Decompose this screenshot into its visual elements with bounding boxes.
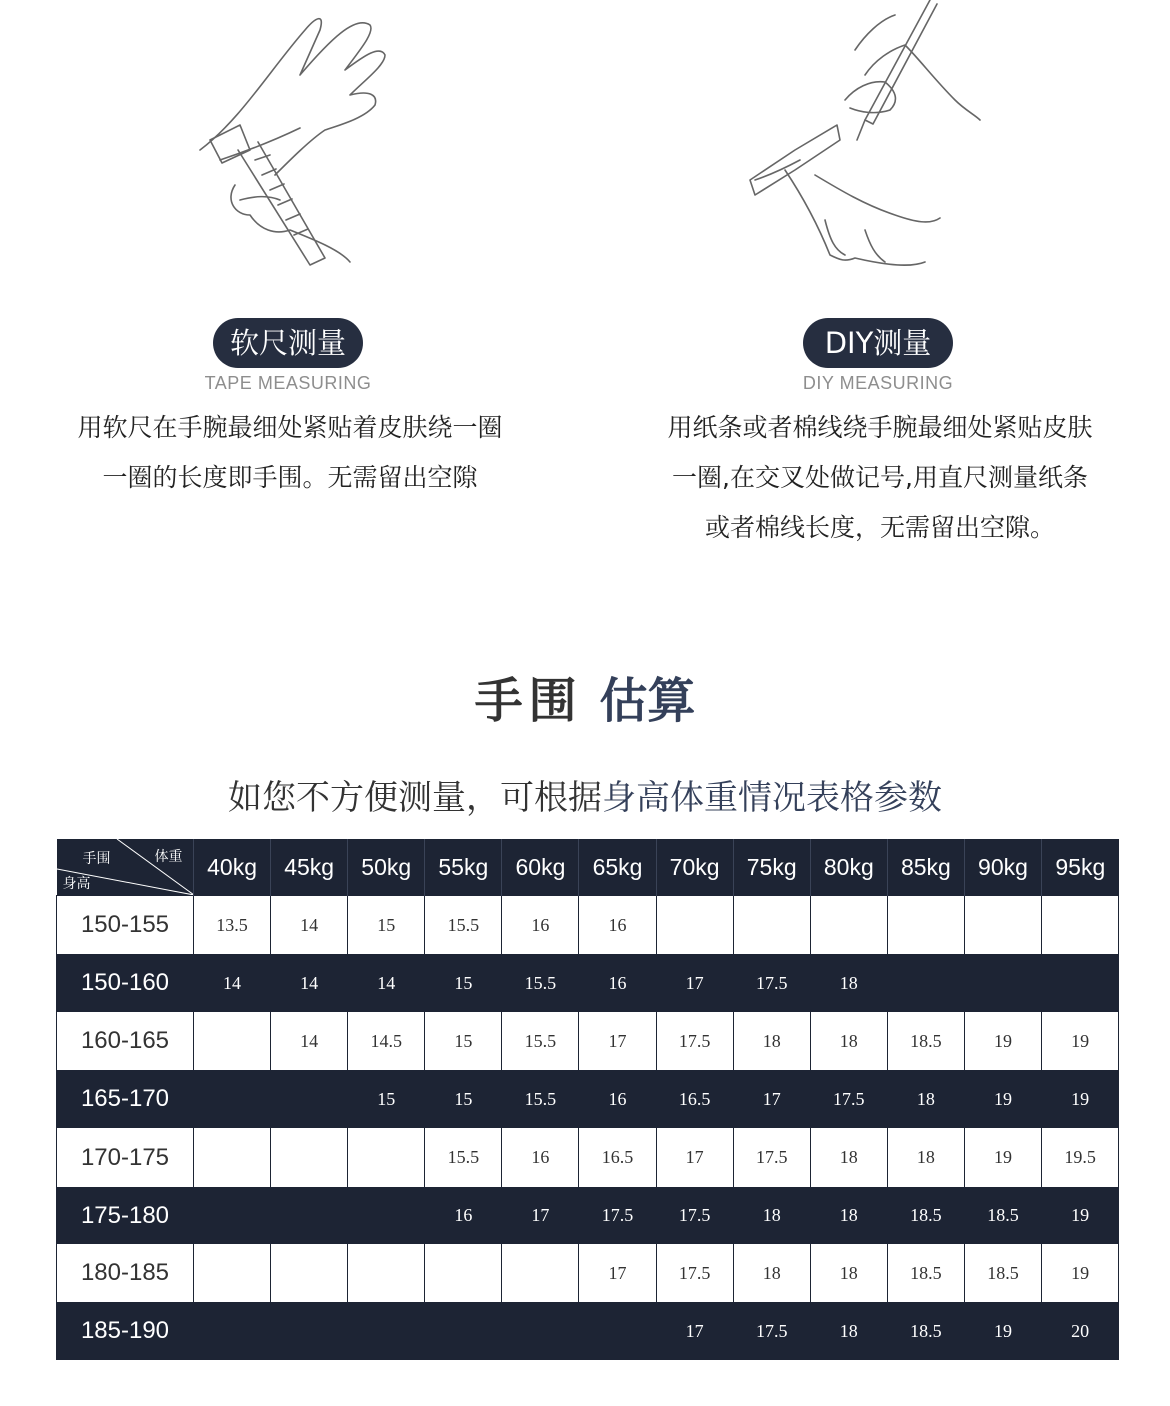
wrist-size-cell	[425, 1303, 502, 1360]
wrist-size-cell: 18.5	[887, 1188, 964, 1244]
wrist-size-cell: 18.5	[964, 1188, 1041, 1244]
wrist-size-cell	[271, 1071, 348, 1128]
weight-header-row	[57, 839, 1119, 896]
table-row	[57, 955, 1119, 1012]
wrist-size-cell: 18	[887, 1071, 964, 1128]
table-row	[57, 1071, 1119, 1128]
wrist-size-cell: 18	[810, 1303, 887, 1360]
wrist-size-cell: 17.5	[733, 1128, 810, 1188]
weight-header-cell: 50kg	[348, 839, 425, 896]
tape-measuring-description	[30, 403, 550, 503]
height-range-cell: 170-175	[57, 1128, 194, 1188]
wrist-size-cell	[502, 1303, 579, 1360]
wrist-size-cell: 18	[810, 1188, 887, 1244]
diy-measuring-badge: DIY测量	[803, 318, 953, 368]
diy-measuring-description	[610, 403, 1150, 553]
wrist-size-cell: 17.5	[656, 1244, 733, 1303]
wrist-size-cell: 18	[810, 1012, 887, 1071]
wrist-size-cell: 19	[1042, 1244, 1119, 1303]
wrist-size-cell: 14	[271, 1012, 348, 1071]
table-row	[57, 1128, 1119, 1188]
weight-header-cell: 65kg	[579, 839, 656, 896]
diy-measuring-subtitle: DIY MEASURING	[802, 373, 954, 393]
wrist-size-cell: 20	[1042, 1303, 1119, 1360]
wrist-size-cell: 19	[964, 1012, 1041, 1071]
wrist-size-cell: 14	[271, 896, 348, 955]
description-line: 用纸条或者棉线绕手腕最细处紧贴皮肤	[667, 413, 1093, 442]
weight-header-cell: 80kg	[810, 839, 887, 896]
height-range-cell: 165-170	[57, 1071, 194, 1128]
wrist-size-cell	[348, 1188, 425, 1244]
wrist-size-cell	[348, 1128, 425, 1188]
wrist-size-cell	[656, 896, 733, 955]
wrist-size-cell: 14	[348, 955, 425, 1012]
height-range-cell: 150-160	[57, 955, 194, 1012]
weight-header-cell: 75kg	[733, 839, 810, 896]
wrist-size-cell: 14	[271, 955, 348, 1012]
paper-strip-wrist-illustration	[745, 0, 985, 280]
wrist-size-cell: 19	[964, 1071, 1041, 1128]
wrist-size-cell: 17	[656, 955, 733, 1012]
wrist-size-cell: 18	[733, 1012, 810, 1071]
corner-label-weight: 体重	[154, 848, 183, 864]
wrist-size-cell	[271, 1188, 348, 1244]
wrist-size-cell: 17.5	[733, 955, 810, 1012]
table-row	[57, 1244, 1119, 1303]
wrist-size-cell: 15	[425, 1071, 502, 1128]
estimate-title	[0, 662, 1170, 731]
wrist-size-cell	[425, 1244, 502, 1303]
table-corner-cell	[57, 839, 194, 896]
weight-header-cell: 55kg	[425, 839, 502, 896]
wrist-size-cell	[810, 896, 887, 955]
wrist-size-cell: 15	[348, 1071, 425, 1128]
wrist-size-cell: 14	[194, 955, 271, 1012]
wrist-size-cell: 19	[964, 1128, 1041, 1188]
wrist-size-cell	[194, 1012, 271, 1071]
description-line: 或者棉线长度，无需留出空隙。	[704, 513, 1055, 542]
weight-header-cell: 85kg	[887, 839, 964, 896]
wrist-size-cell: 17	[656, 1303, 733, 1360]
corner-label-wrist: 手围	[82, 850, 111, 866]
wrist-size-cell: 15	[425, 1012, 502, 1071]
table-row	[57, 1012, 1119, 1071]
wrist-size-cell: 17	[656, 1128, 733, 1188]
wrist-size-cell	[887, 955, 964, 1012]
wrist-size-cell: 13.5	[194, 896, 271, 955]
wrist-size-cell	[1042, 955, 1119, 1012]
description-line: 一圈,在交叉处做记号,用直尺测量纸条	[672, 463, 1088, 492]
wrist-size-cell: 16	[425, 1188, 502, 1244]
wrist-size-cell	[194, 1244, 271, 1303]
wrist-size-cell: 17	[579, 1244, 656, 1303]
wrist-size-cell	[348, 1303, 425, 1360]
weight-header-cell: 90kg	[964, 839, 1041, 896]
estimate-subtitle-plain: 如您不方便测量，可根据	[228, 778, 602, 818]
wrist-size-cell: 18.5	[887, 1244, 964, 1303]
description-line: 一圈的长度即手围。无需留出空隙	[102, 463, 478, 492]
wrist-size-cell: 16	[502, 1128, 579, 1188]
wrist-size-cell	[1042, 896, 1119, 955]
table-row	[57, 1188, 1119, 1244]
wrist-size-cell: 18	[810, 1244, 887, 1303]
wrist-size-cell: 15	[425, 955, 502, 1012]
tape-measure-wrist-illustration	[180, 0, 420, 290]
wrist-size-cell: 18	[887, 1128, 964, 1188]
wrist-size-cell: 17.5	[733, 1303, 810, 1360]
wrist-size-cell: 15.5	[425, 1128, 502, 1188]
wrist-size-cell: 18	[733, 1188, 810, 1244]
height-range-cell: 180-185	[57, 1244, 194, 1303]
tape-measuring-badge: 软尺测量	[213, 318, 363, 368]
wrist-size-cell: 19	[1042, 1071, 1119, 1128]
wrist-size-cell: 15.5	[502, 1071, 579, 1128]
wrist-size-cell: 16	[579, 955, 656, 1012]
wrist-size-cell: 16.5	[579, 1128, 656, 1188]
wrist-size-cell: 18	[810, 1128, 887, 1188]
estimate-title-accent: 估算	[599, 673, 696, 729]
wrist-size-cell: 18.5	[964, 1244, 1041, 1303]
wrist-size-cell: 18.5	[887, 1012, 964, 1071]
wrist-size-cell: 16	[579, 896, 656, 955]
wrist-size-cell	[194, 1128, 271, 1188]
wrist-size-cell	[964, 896, 1041, 955]
weight-header-cell: 45kg	[271, 839, 348, 896]
wrist-size-cell: 15.5	[502, 955, 579, 1012]
wrist-size-cell: 19	[964, 1303, 1041, 1360]
wrist-size-cell	[271, 1128, 348, 1188]
wrist-size-cell: 18	[810, 955, 887, 1012]
wrist-size-cell: 17	[579, 1012, 656, 1071]
wrist-size-cell: 14.5	[348, 1012, 425, 1071]
table-row	[57, 896, 1119, 955]
wrist-size-cell	[964, 955, 1041, 1012]
wrist-size-cell: 17.5	[656, 1012, 733, 1071]
wrist-size-cell: 17.5	[579, 1188, 656, 1244]
weight-header-cell: 60kg	[502, 839, 579, 896]
wrist-size-cell: 15.5	[502, 1012, 579, 1071]
wrist-size-cell: 19	[1042, 1012, 1119, 1071]
wrist-size-cell: 15	[348, 896, 425, 955]
wrist-size-cell: 16	[502, 896, 579, 955]
wrist-size-table	[56, 839, 1119, 1360]
wrist-size-cell: 16	[579, 1071, 656, 1128]
wrist-size-cell	[502, 1244, 579, 1303]
estimate-subtitle-accent: 身高体重情况表格参数	[602, 778, 942, 818]
weight-header-cell: 95kg	[1042, 839, 1119, 896]
wrist-size-cell	[194, 1188, 271, 1244]
estimate-subtitle	[0, 770, 1170, 819]
wrist-size-cell: 17.5	[810, 1071, 887, 1128]
wrist-size-cell	[194, 1071, 271, 1128]
tape-measuring-subtitle: TAPE MEASURING	[204, 373, 372, 393]
wrist-size-cell	[194, 1303, 271, 1360]
wrist-size-cell: 18.5	[887, 1303, 964, 1360]
wrist-size-cell: 17	[733, 1071, 810, 1128]
wrist-size-cell	[271, 1303, 348, 1360]
wrist-size-cell	[271, 1244, 348, 1303]
wrist-size-cell: 16.5	[656, 1071, 733, 1128]
weight-header-cell: 70kg	[656, 839, 733, 896]
wrist-size-cell: 17.5	[656, 1188, 733, 1244]
wrist-size-cell: 18	[733, 1244, 810, 1303]
height-range-cell: 185-190	[57, 1303, 194, 1360]
wrist-size-cell: 19.5	[1042, 1128, 1119, 1188]
estimate-title-plain: 手围	[474, 673, 583, 729]
weight-header-cell: 40kg	[194, 839, 271, 896]
wrist-size-cell: 19	[1042, 1188, 1119, 1244]
corner-label-height: 身高	[62, 875, 91, 891]
wrist-size-cell	[733, 896, 810, 955]
height-range-cell: 175-180	[57, 1188, 194, 1244]
height-range-cell: 150-155	[57, 896, 194, 955]
wrist-size-cell	[887, 896, 964, 955]
description-line: 用软尺在手腕最细处紧贴着皮肤绕一圈	[77, 413, 503, 442]
wrist-size-cell	[348, 1244, 425, 1303]
wrist-size-cell: 17	[502, 1188, 579, 1244]
wrist-size-cell: 15.5	[425, 896, 502, 955]
table-row	[57, 1303, 1119, 1360]
wrist-size-cell	[579, 1303, 656, 1360]
height-range-cell: 160-165	[57, 1012, 194, 1071]
